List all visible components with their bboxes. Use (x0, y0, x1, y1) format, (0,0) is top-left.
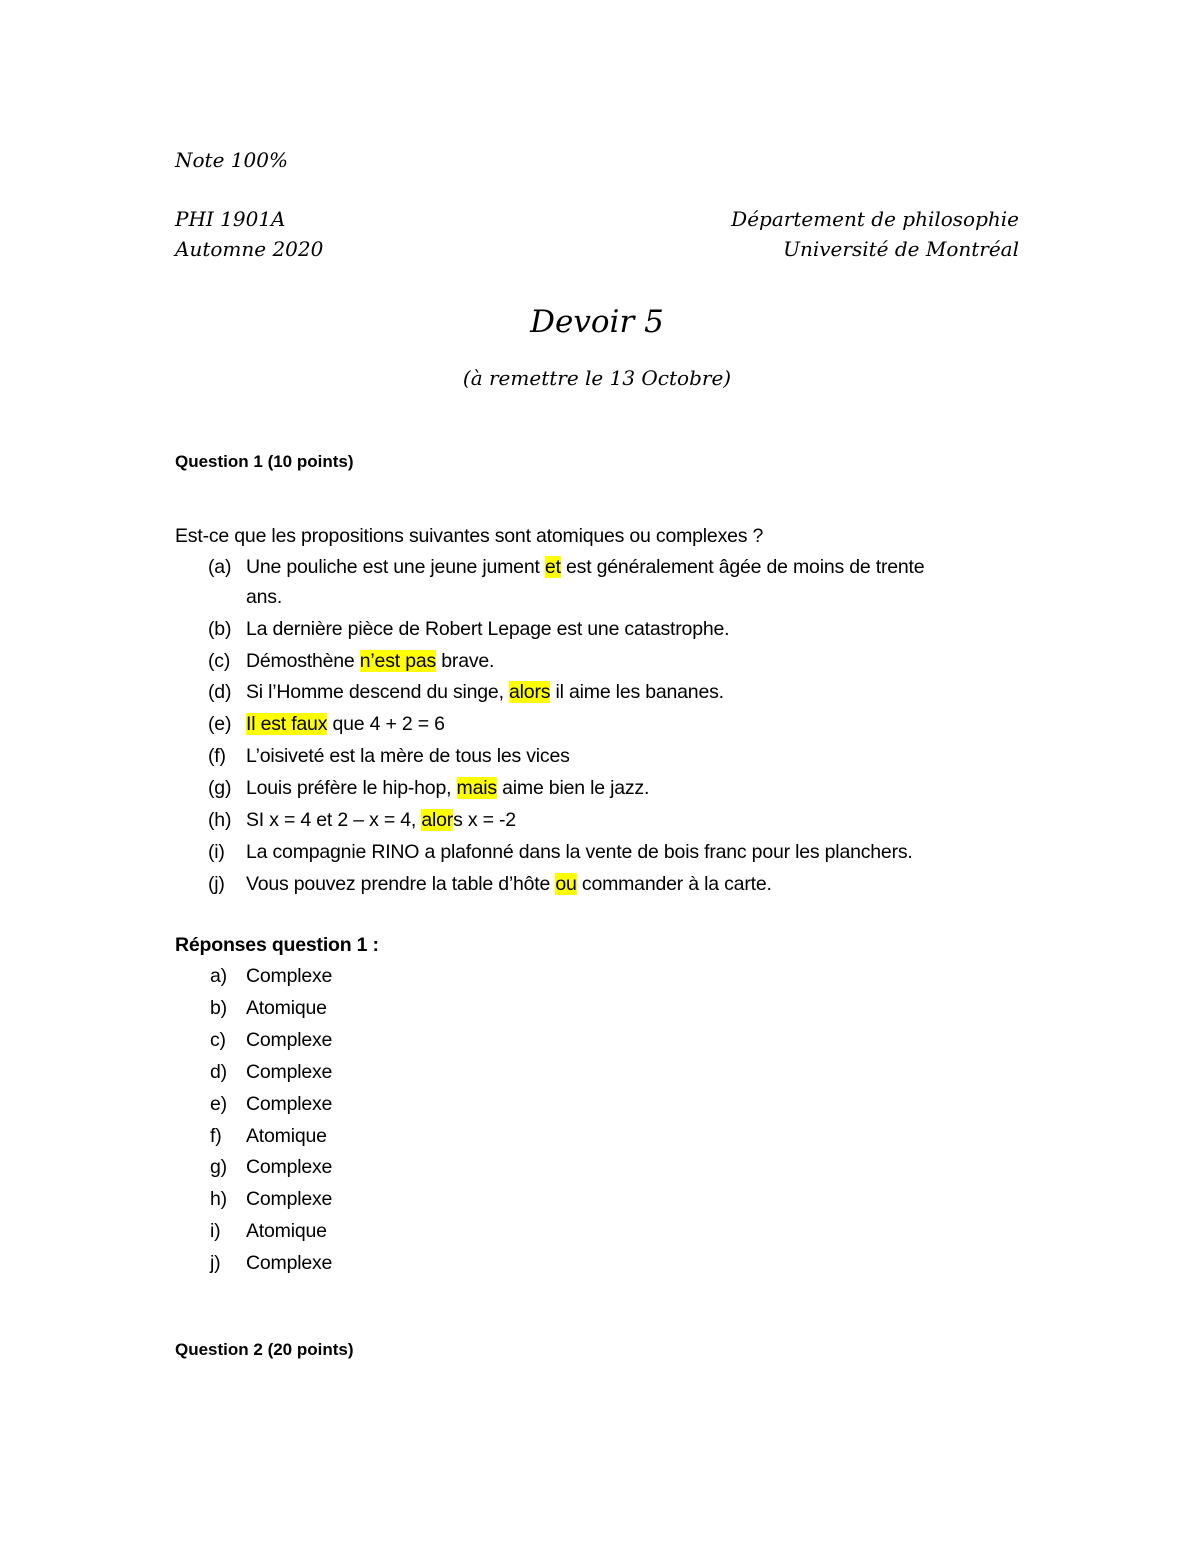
item-label: (b) (208, 618, 232, 640)
question-2-heading: Question 2 (20 points) (175, 1340, 354, 1359)
response-answer: Complexe (246, 1156, 333, 1179)
item-text (246, 841, 913, 864)
item-text-after: s x = -2 (453, 809, 516, 831)
item-text-continuation: ans. (246, 586, 283, 608)
response-answer: Complexe (246, 1060, 333, 1083)
item-text (246, 809, 516, 832)
response-label: j) (210, 1252, 221, 1275)
item-label: (a) (208, 556, 232, 578)
item-text-before: SI x = 4 et 2 – x = 4, (246, 809, 422, 831)
response-label: g) (210, 1156, 227, 1179)
highlighted-connective: alor (421, 809, 454, 831)
item-text (246, 650, 494, 673)
grade-note: Note 100% (175, 148, 288, 172)
item-text (246, 745, 570, 768)
department: Département de philosophie (731, 207, 1019, 231)
item-text-after: commander à la carte. (576, 873, 772, 895)
item-text-before: Louis préfère le hip-hop, (246, 777, 457, 799)
item-text (246, 873, 772, 896)
item-text (246, 777, 649, 800)
response-answer: Complexe (246, 1188, 333, 1211)
page-title: Devoir 5 (530, 304, 664, 340)
responses-heading: Réponses question 1 : (175, 934, 379, 956)
item-text (246, 556, 924, 579)
due-date: (à remettre le 13 Octobre) (462, 366, 732, 390)
university: Université de Montréal (783, 237, 1019, 261)
item-text-after: brave. (436, 650, 495, 672)
item-label: (e) (208, 713, 232, 735)
course-code: PHI 1901A (175, 207, 286, 231)
response-label: b) (210, 996, 227, 1019)
item-text (246, 713, 445, 736)
item-text-after: il aime les bananes. (550, 681, 724, 703)
item-text-before: L’oisiveté est la mère de tous les vices (246, 745, 570, 767)
item-text-before: La compagnie RINO a plafonné dans la vente de bois franc pour les planchers. (246, 841, 913, 863)
item-text-before: La dernière pièce de Robert Lepage est une catastrophe. (246, 618, 730, 640)
term: Automne 2020 (175, 237, 324, 261)
highlighted-connective: alors (509, 681, 551, 703)
highlighted-connective: mais (456, 777, 497, 799)
response-answer: Atomique (246, 996, 327, 1019)
item-text (246, 618, 729, 641)
item-text (246, 681, 724, 704)
response-label: f) (210, 1124, 222, 1147)
highlighted-connective: et (544, 556, 561, 578)
item-label: (c) (208, 650, 231, 672)
item-label: (h) (208, 809, 232, 831)
item-label: (d) (208, 681, 232, 703)
response-answer: Complexe (246, 1028, 333, 1051)
response-answer: Complexe (246, 1092, 333, 1115)
response-label: i) (210, 1220, 221, 1243)
highlighted-connective: n’est pas (359, 650, 437, 672)
item-text-after: que 4 + 2 = 6 (327, 713, 445, 735)
question-1-intro: Est-ce que les propositions suivantes sont atomiques ou complexes ? (175, 525, 764, 547)
item-text-before: Démosthène (246, 650, 360, 672)
item-text-before: Vous pouvez prendre la table d’hôte (246, 873, 556, 895)
highlighted-connective: ou (555, 873, 577, 895)
item-text-before: Si l’Homme descend du singe, (246, 681, 510, 703)
question-1-heading: Question 1 (10 points) (175, 452, 354, 471)
response-answer: Atomique (246, 1220, 327, 1243)
item-label: (f) (208, 745, 226, 767)
response-label: d) (210, 1060, 227, 1083)
response-label: c) (210, 1028, 226, 1051)
response-answer: Complexe (246, 1252, 333, 1275)
item-label: (j) (208, 873, 225, 895)
response-label: h) (210, 1188, 227, 1211)
item-text-after: est généralement âgée de moins de trente (560, 556, 925, 578)
highlighted-connective: Il est faux (246, 713, 328, 735)
response-label: e) (210, 1092, 227, 1115)
item-text-after: aime bien le jazz. (496, 777, 650, 799)
item-label: (g) (208, 777, 232, 799)
item-label: (i) (208, 841, 225, 863)
response-answer: Atomique (246, 1124, 327, 1147)
item-text-before: Une pouliche est une jeune jument (246, 556, 545, 578)
response-answer: Complexe (246, 965, 333, 987)
response-label: a) (210, 965, 227, 987)
